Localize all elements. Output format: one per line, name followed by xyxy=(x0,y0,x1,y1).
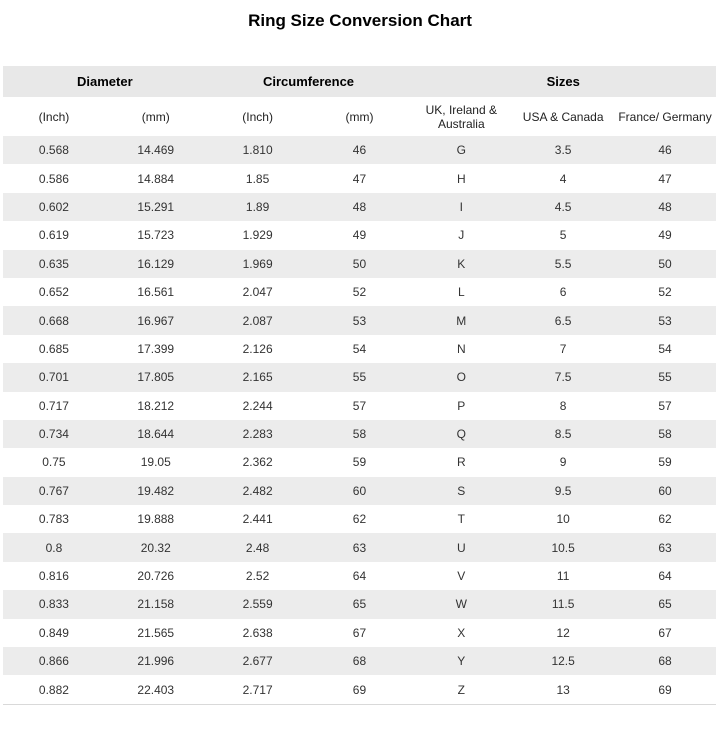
table-cell: 50 xyxy=(658,256,672,271)
table-cell: 2.52 xyxy=(245,569,270,584)
table-cell: 0.866 xyxy=(38,654,69,669)
table-row xyxy=(3,505,716,533)
table-row xyxy=(3,477,716,505)
table-cell: 20.32 xyxy=(140,540,171,555)
table-cell: 53 xyxy=(352,313,367,328)
table-cell: 0.816 xyxy=(38,569,69,584)
table-cell: 19.05 xyxy=(140,455,171,470)
table-cell: 0.668 xyxy=(38,313,69,328)
table-cell: 10.5 xyxy=(551,540,575,555)
table-cell: 1.89 xyxy=(245,199,270,214)
table-row xyxy=(3,590,716,618)
table-cell: 5 xyxy=(559,228,567,243)
table-body xyxy=(3,136,716,704)
table-cell: 58 xyxy=(352,427,367,442)
table-row xyxy=(3,562,716,590)
table-cell: 21.565 xyxy=(137,625,175,640)
table-cell: 48 xyxy=(352,199,367,214)
table-cell: 2.559 xyxy=(242,597,273,612)
table-cell: 2.48 xyxy=(245,540,270,555)
table-cell: 1.969 xyxy=(242,256,273,271)
table-cell: P xyxy=(457,398,466,413)
table-row xyxy=(3,278,716,306)
table-cell: 2.677 xyxy=(242,654,273,669)
table-cell: 62 xyxy=(658,512,672,527)
table-cell: 2.717 xyxy=(242,682,273,697)
table-cell: I xyxy=(459,199,463,214)
column-group-row xyxy=(3,66,716,97)
table-row xyxy=(3,250,716,278)
table-cell: 16.561 xyxy=(137,285,175,300)
table-cell: 2.362 xyxy=(242,455,273,470)
column-header-circumference-mm: (mm) xyxy=(309,97,411,136)
table-cell: 6 xyxy=(559,285,567,300)
table-cell: W xyxy=(455,597,467,612)
group-header-diameter: Diameter xyxy=(3,66,207,97)
table-cell: O xyxy=(456,370,466,385)
table-cell: 54 xyxy=(352,341,367,356)
table-cell: 68 xyxy=(658,654,672,669)
table-row xyxy=(3,448,716,476)
table-cell: 53 xyxy=(658,313,672,328)
ring-size-conversion-table xyxy=(3,66,716,705)
table-cell: 59 xyxy=(352,455,367,470)
table-cell: 0.602 xyxy=(38,199,69,214)
table-cell: 57 xyxy=(658,398,672,413)
column-header-circumference-inch: (Inch) xyxy=(207,97,309,136)
table-header xyxy=(3,66,716,136)
table-row xyxy=(3,392,716,420)
table-row xyxy=(3,619,716,647)
table-cell: S xyxy=(457,483,466,498)
table-cell: 1.810 xyxy=(242,143,273,158)
table-cell: 0.734 xyxy=(38,427,69,442)
table-cell: U xyxy=(456,540,466,555)
table-row xyxy=(3,193,716,221)
table-cell: 55 xyxy=(352,370,367,385)
table-cell: 2.126 xyxy=(242,341,273,356)
table-cell: 65 xyxy=(352,597,367,612)
table-cell: 0.783 xyxy=(38,512,69,527)
table-cell: 14.469 xyxy=(137,143,175,158)
table-cell: Z xyxy=(457,682,465,697)
table-row xyxy=(3,335,716,363)
table-cell: 2.638 xyxy=(242,625,273,640)
table-cell: M xyxy=(456,313,467,328)
table-cell: 65 xyxy=(658,597,672,612)
table-cell: 11 xyxy=(556,569,570,584)
table-cell: 49 xyxy=(352,228,367,243)
table-cell: 18.644 xyxy=(137,427,175,442)
table-cell: 48 xyxy=(658,199,672,214)
table-cell: 60 xyxy=(352,483,367,498)
page-title: Ring Size Conversion Chart xyxy=(248,11,472,30)
table-row xyxy=(3,675,716,704)
table-cell: 7 xyxy=(559,341,567,356)
table-cell: 5.5 xyxy=(554,256,572,271)
table-cell: 21.996 xyxy=(137,654,175,669)
table-cell: 8.5 xyxy=(554,427,572,442)
table-cell: 52 xyxy=(658,285,672,300)
table-cell: 54 xyxy=(658,341,672,356)
column-header-usa-canada: USA & Canada xyxy=(512,97,614,136)
table-cell: 69 xyxy=(352,682,367,697)
table-cell: 49 xyxy=(658,228,672,243)
column-header-row xyxy=(3,97,716,136)
table-cell: 0.619 xyxy=(38,228,69,243)
table-cell: 9 xyxy=(559,455,567,470)
column-header-france-germany: France/ Germany xyxy=(614,97,716,136)
table-cell: 0.685 xyxy=(38,341,69,356)
table-cell: 2.441 xyxy=(242,512,273,527)
table-cell: 2.482 xyxy=(242,483,273,498)
table-cell: 8 xyxy=(559,398,567,413)
table-cell: 1.85 xyxy=(245,171,270,186)
table-cell: 62 xyxy=(352,512,367,527)
table-cell: 10 xyxy=(556,512,570,527)
table-cell: 63 xyxy=(352,540,367,555)
table-cell: 69 xyxy=(658,682,672,697)
table-cell: 0.767 xyxy=(38,483,69,498)
column-header-diameter-inch: (Inch) xyxy=(3,97,105,136)
table-cell: 0.833 xyxy=(38,597,69,612)
table-cell: G xyxy=(456,143,466,158)
table-row xyxy=(3,136,716,164)
group-header-circumference: Circumference xyxy=(207,66,411,97)
table-cell: 2.087 xyxy=(242,313,273,328)
table-cell: 46 xyxy=(352,143,367,158)
table-row xyxy=(3,420,716,448)
table-cell: 6.5 xyxy=(554,313,572,328)
table-cell: 12.5 xyxy=(551,654,575,669)
table-cell: 0.635 xyxy=(38,256,69,271)
table-cell: 0.75 xyxy=(42,455,66,470)
table-row xyxy=(3,363,716,391)
table-cell: 67 xyxy=(658,625,672,640)
table-cell: 20.726 xyxy=(137,569,175,584)
table-cell: H xyxy=(456,171,466,186)
table-row xyxy=(3,221,716,249)
table-cell: 0.652 xyxy=(38,285,69,300)
table-cell: 0.717 xyxy=(38,398,69,413)
table-cell: 64 xyxy=(658,569,672,584)
table-row xyxy=(3,533,716,561)
table-cell: Y xyxy=(457,654,466,669)
table-cell: 60 xyxy=(658,483,672,498)
table-cell: 7.5 xyxy=(554,370,572,385)
table-cell: 55 xyxy=(658,370,672,385)
table-cell: N xyxy=(456,341,466,356)
table-cell: 57 xyxy=(352,398,367,413)
table-cell: 16.967 xyxy=(137,313,175,328)
table-cell: 0.568 xyxy=(38,143,69,158)
table-cell: 15.723 xyxy=(137,228,175,243)
table-cell: 63 xyxy=(658,540,672,555)
table-cell: 17.399 xyxy=(137,341,175,356)
table-cell: 0.8 xyxy=(45,540,63,555)
table-cell: 68 xyxy=(352,654,367,669)
table-cell: 58 xyxy=(658,427,672,442)
table-cell: X xyxy=(457,625,466,640)
table-cell: 46 xyxy=(658,143,672,158)
table-row xyxy=(3,164,716,192)
table-cell: V xyxy=(457,569,466,584)
table-row xyxy=(3,306,716,334)
table-cell: 16.129 xyxy=(137,256,175,271)
table-cell: L xyxy=(457,285,465,300)
table-cell: 67 xyxy=(352,625,367,640)
table-cell: 4.5 xyxy=(554,199,572,214)
table-cell: T xyxy=(457,512,465,527)
column-header-uk-ireland-australia: UK, Ireland & Australia xyxy=(410,97,512,136)
table-cell: 17.805 xyxy=(137,370,175,385)
table-cell: 1.929 xyxy=(242,228,273,243)
table-cell: 47 xyxy=(352,171,367,186)
table-cell: 52 xyxy=(352,285,367,300)
table-cell: 9.5 xyxy=(554,483,572,498)
table-cell: 14.884 xyxy=(137,171,175,186)
table-cell: 2.283 xyxy=(242,427,273,442)
table-cell: 50 xyxy=(352,256,367,271)
table-cell: 0.849 xyxy=(38,625,69,640)
table-cell: J xyxy=(458,228,465,243)
table-cell: 15.291 xyxy=(137,199,175,214)
table-cell: 22.403 xyxy=(137,682,175,697)
table-cell: 59 xyxy=(658,455,672,470)
table-cell: 4 xyxy=(559,171,567,186)
table-cell: K xyxy=(457,256,466,271)
column-header-diameter-mm: (mm) xyxy=(105,97,207,136)
table-cell: 2.165 xyxy=(242,370,273,385)
table-cell: 21.158 xyxy=(137,597,175,612)
table-cell: 2.244 xyxy=(242,398,273,413)
table-cell: 13 xyxy=(556,682,570,697)
table-cell: 3.5 xyxy=(554,143,572,158)
table-cell: 0.701 xyxy=(38,370,69,385)
table-cell: 0.882 xyxy=(38,682,69,697)
table-cell: 64 xyxy=(352,569,367,584)
table-cell: Q xyxy=(456,427,466,442)
table-cell: 12 xyxy=(556,625,570,640)
table-cell: 18.212 xyxy=(137,398,175,413)
table-cell: 11.5 xyxy=(551,597,575,612)
table-cell: 19.482 xyxy=(137,483,175,498)
table-row xyxy=(3,647,716,675)
table-cell: 2.047 xyxy=(242,285,273,300)
table-cell: 19.888 xyxy=(137,512,175,527)
group-header-sizes: Sizes xyxy=(410,66,716,97)
table-cell: 0.586 xyxy=(38,171,69,186)
table-cell: R xyxy=(456,455,466,470)
table-cell: 47 xyxy=(658,171,672,186)
